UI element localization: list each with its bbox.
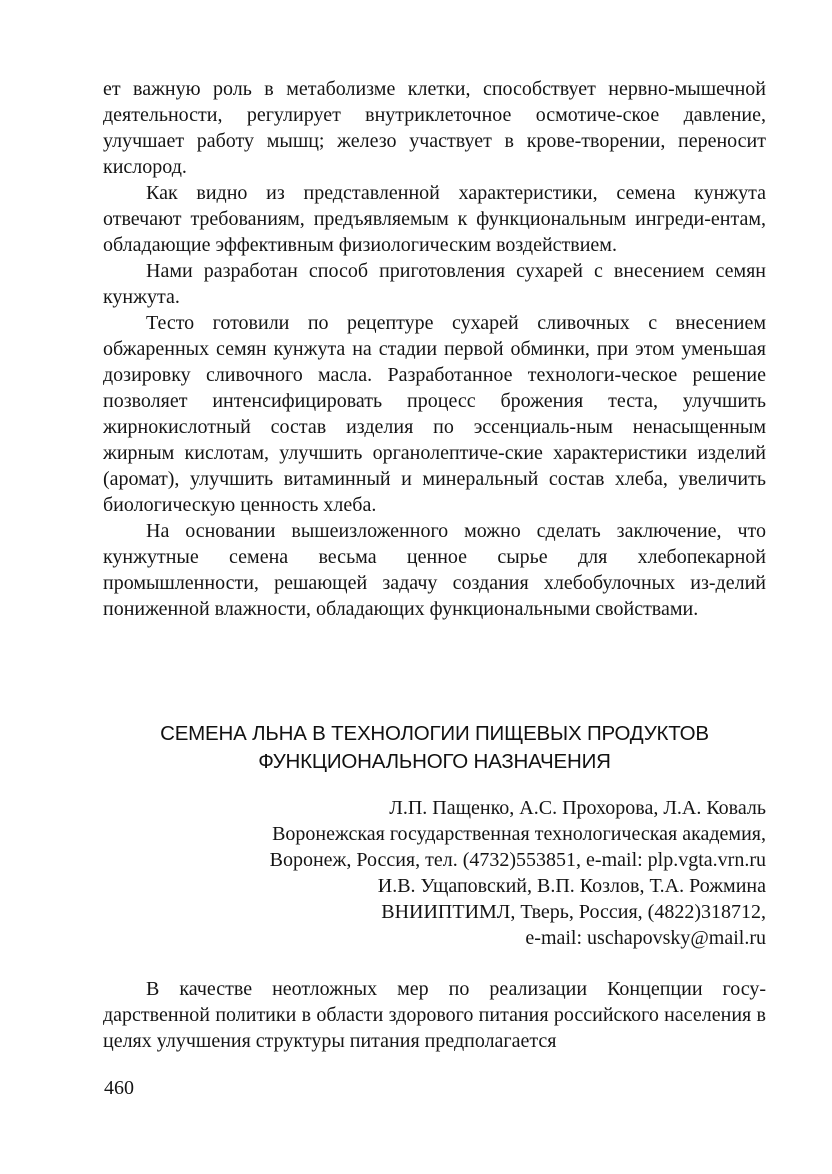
paragraph-dough: Тесто готовили по рецептуре сухарей сливочных с внесением обжаренных семян кунжута на стадии первой обминки, при этом уменьшая дозировку сливочного масла. Разработанное технологи-ческое решение позволяет интенсифицировать процесс брожения теста, улучшить жирнокислотный состав изделия по эссенциаль-ным ненасыщенным жирным кислотам, улучшить органолептиче-ские характеристики изделий (аромат), улучшить витаминный и минеральный состав хлеба, увеличить биологическую ценность хлеба. [103,312,766,516]
paragraph-intro: В качестве неотложных мер по реализации Концепции госу-дарственной политики в области здорового питания российского населения в целях улучшения структуры питания предполагается [103,978,766,1052]
affiliation-line: ВНИИПТИМЛ, Тверь, Россия, (4822)318712, [381,901,766,923]
paragraph-method: Нами разработан способ приготовления сухарей с внесением семян кунжута. [103,260,766,308]
paragraph-continuation: ет важную роль в метаболизме клетки, способствует нервно-мышечной деятельности, регулирует внутриклеточное осмотиче-ское давление, улучшает работу мышц; железо участвует в крове-творении, переносит кислород. [103,78,766,178]
author-block [103,795,766,951]
body-text-bottom [103,976,766,1054]
page-number: 460 [104,1077,134,1099]
author-line: Л.П. Пащенко, А.С. Прохорова, Л.А. Коваль [389,797,766,819]
paragraph-conclusion: На основании вышеизложенного можно сделать заключение, что кунжутные семена весьма ценное сырье для хлебопекарной промышленности, решающей задачу создания хлебобулочных из-делий пониженной влажности, обладающих функциональными свойствами. [103,520,766,620]
article-title-line-1: СЕМЕНА ЛЬНА В ТЕХНОЛОГИИ ПИЩЕВЫХ ПРОДУКТОВ [160,722,709,745]
contact-line: e-mail: uschapovsky@mail.ru [525,927,766,949]
body-text-top [103,76,766,622]
article-title-line-2: ФУНКЦИОНАЛЬНОГО НАЗНАЧЕНИЯ [258,750,611,773]
paragraph-characteristics: Как видно из представленной характеристики, семена кунжута отвечают требованиям, предъявляемым к функциональным ингреди-ентам, обладающие эффективным физиологическим воздействием. [103,182,766,256]
contact-line: Воронеж, Россия, тел. (4732)553851, e-mail: plp.vgta.vrn.ru [269,849,766,871]
affiliation-line: Воронежская государственная технологическая академия, [272,823,766,845]
article-title [103,720,766,776]
author-line: И.В. Ущаповский, В.П. Козлов, Т.А. Рожмина [377,875,766,897]
